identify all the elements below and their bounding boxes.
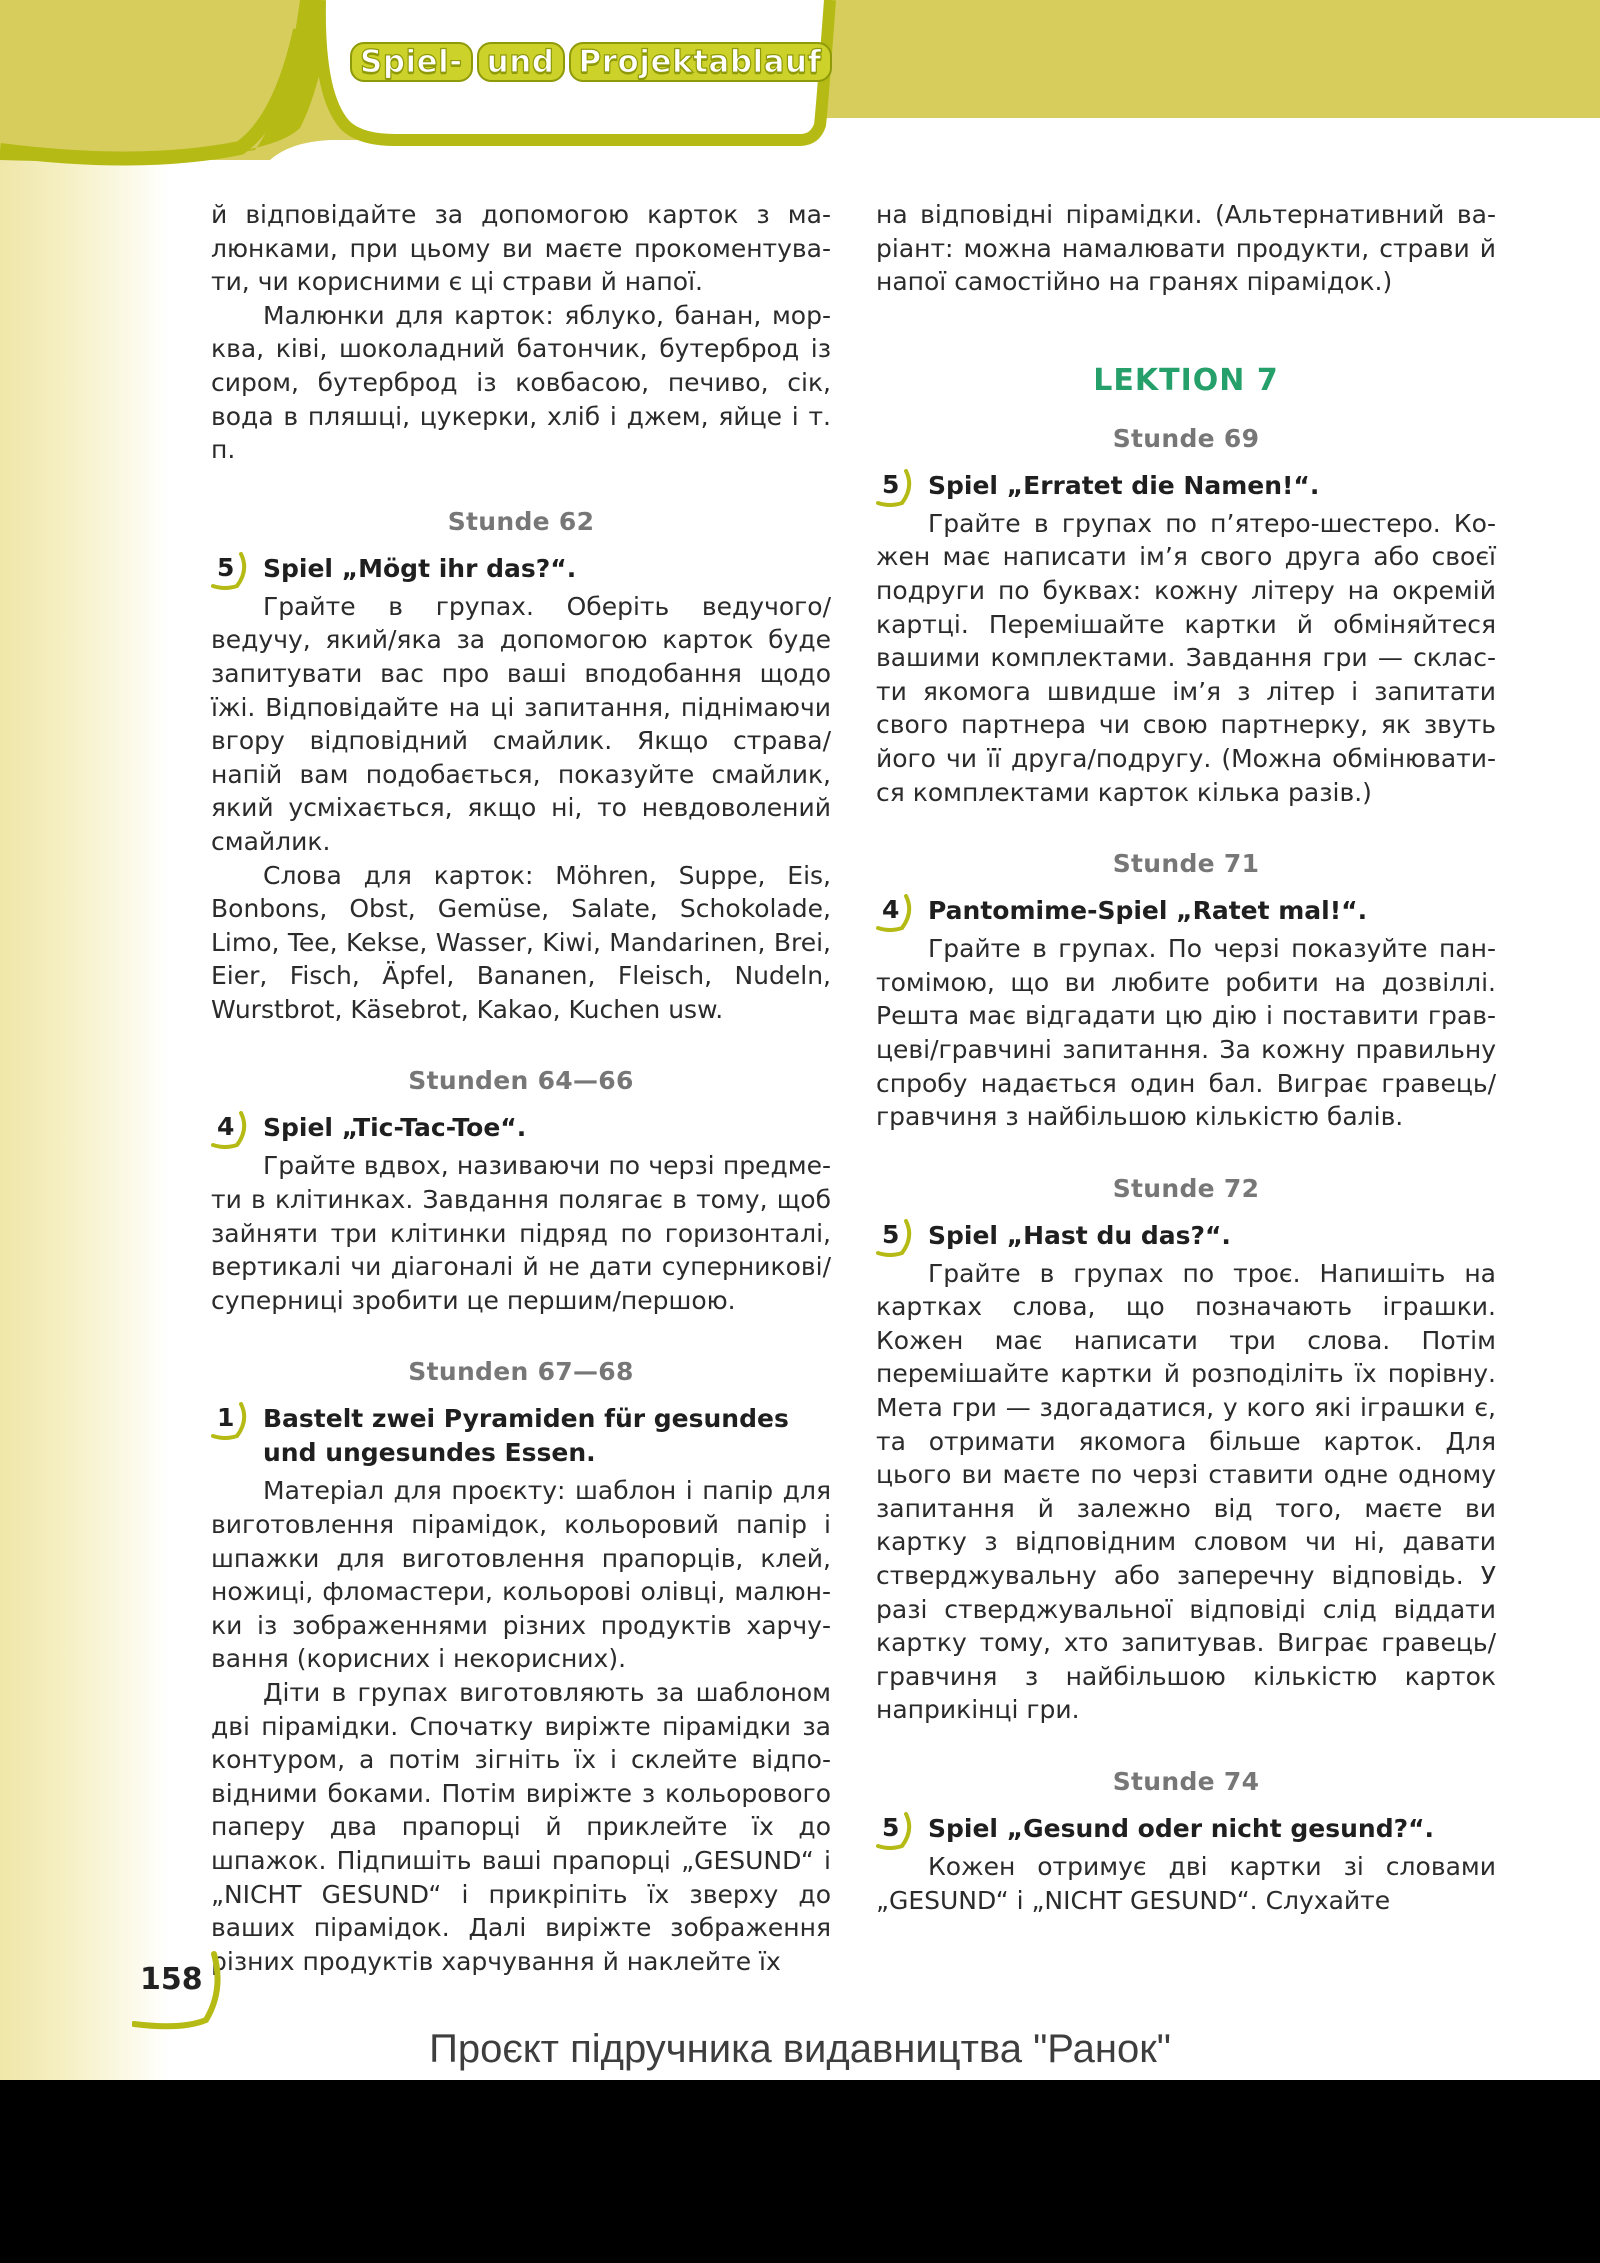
task-paragraph: Грайте в групах. По черзі показуйте пантомімою, що ви любите робити на дозвіллі. Решта має відгадати цю дію і поставити гравцеві/гравчині запитання. За кожну правильну спробу надається один бал. Виграє гравець/ гравчиня з найбільшою кількістю балів. <box>876 934 1496 1132</box>
left-column <box>211 198 831 1978</box>
task-paragraph: Грайте вдвох, називаючи по черзі предмети в клітинках. Завдання полягає в тому, щоб зайняти три клітинки підряд по горизонталі, вертикалі чи діагоналі й не дати суперникові/суперниці зробити це першим/першою. <box>211 1151 831 1315</box>
lesson-heading: Stunde 72 <box>1112 1173 1260 1203</box>
page-number: 158 <box>140 1962 203 1997</box>
continuation-paragraph: на відповідні пірамідки. (Альтернативний варіант: можна намалювати продукти, страви й напої самостійно на гранях пірамідок.) <box>876 200 1496 297</box>
task-header <box>211 1402 831 1470</box>
header-title <box>350 42 836 90</box>
task-number: 1 <box>217 1403 235 1433</box>
task-title: Spiel „Gesund oder nicht gesund?“. <box>928 1814 1435 1843</box>
page-number-badge <box>132 1950 222 2030</box>
task-number: 5 <box>882 469 900 499</box>
task-paragraph: Грайте в групах по п’ятеро-шестеро. Кожен має написати ім’я свого друга або своєї подруги по буквах: кожну літеру на окремій картці. Перемішайте картки й обміняйтеся вашими комплектами. Завдання гри — скласти якомога швидше ім’я з літер і запитати свого партнера чи свою партнерку, як звуть його чи її друга/подругу. (Можна обмінюватися комплектами карток кілька разів.) <box>876 508 1496 807</box>
task-number-badge <box>876 469 916 505</box>
task-header <box>876 1219 1496 1253</box>
task-title: Spiel „Erratet die Namen!“. <box>928 470 1320 500</box>
task-number-badge <box>211 552 251 588</box>
header-title-part2: und <box>477 42 565 82</box>
task-paragraph: Кожен отримує дві картки зі словами „GESUND“ і „NICHT GESUND“. Слухайте <box>876 1852 1496 1915</box>
task-header <box>876 1812 1496 1846</box>
task-number: 4 <box>882 895 900 925</box>
task-header <box>876 469 1496 503</box>
task-number: 5 <box>882 1219 900 1249</box>
task-paragraph: Грайте в групах по троє. Напишіть на картках слова, що позначають іграшки. Кожен має написати три слова. Потім перемішайте картки й розподіліть їх порівну. Мета гри — здогадатися, у кого які іграшки є, та отримати якомога більше карток. Для цього ви маєте по черзі ставити одне одному запитання й залежно від того, маєте ви картку з відповідним словом чи ні, давати стверджувальну або заперечну відповідь. У разі стверджувальної відповіді слід віддати картку тому, хто запитував. Виграє гравець/гравчиня з найбільшою кількістю карток наприкінці гри. <box>876 1258 1496 1725</box>
lesson-heading: Stunde 71 <box>1112 849 1260 879</box>
header-shape <box>0 0 1600 180</box>
task-number-badge <box>876 1812 916 1848</box>
task-number-badge <box>876 894 916 930</box>
header-band <box>0 0 1600 180</box>
task-paragraph: Матеріал для проєкту: шаблон і папір для виготовлення пірамідок, кольоровий папір і шпажки для виготовлення прапорців, клей, ножиці, фломастери, кольорові олівці, малюнки із зображеннями різних продуктів харчування (корисних і некорисних). <box>211 1476 831 1674</box>
task-number: 5 <box>882 1813 900 1842</box>
lesson-heading: Stunde 62 <box>447 506 595 536</box>
task-title: Bastelt zwei Pyramiden für gesundes und ungesundes Essen. <box>263 1404 789 1468</box>
task-paragraph: Слова для карток: Möhren, Suppe, Eis, Bonbons, Obst, Gemüse, Salate, Schokolade, Limo, Tee, Kekse, Wasser, Kiwi, Mandarinen, Brei, Eier, Fisch, Äpfel, Bananen, Fleisch, Nudeln, Wurstbrot, Käsebrot, Kakao, Kuchen usw. <box>211 860 831 1024</box>
lesson-heading: Stunde 69 <box>1112 423 1260 453</box>
header-title-part1: Spiel- <box>350 42 473 82</box>
header-title-part3: Projektablauf <box>569 42 832 82</box>
task-header <box>876 894 1496 928</box>
intro-paragraph: й відповідайте за допомогою карток з малюнками, при цьому ви маєте прокоментувати, чи корисними є ці страви й напої. <box>211 200 831 297</box>
task-number: 4 <box>217 1112 235 1142</box>
watermark-text: Проєкт підручника видавництва "Ранок" <box>429 2027 1171 2071</box>
picture-list-paragraph: Малюнки для карток: яблуко, банан, морква, ківі, шоколадний батончик, бутерброд із сиром, бутерброд із ковбасою, печиво, сік, вода в пляшці, цукерки, хліб і джем, яйце і т. п. <box>211 300 831 465</box>
task-number-badge <box>211 1111 251 1147</box>
lesson-heading: Stunde 74 <box>1112 1767 1260 1796</box>
task-paragraph: Грайте в групах. Оберіть ведучого/ведучу, який/яка за допомогою карток буде запитувати вас про ваші вподобання щодо їжі. Відповідайте на ці запитання, піднімаючи вгору відповідний смайлик. Якщо страва/напій вам подобається, показуйте смайлик, який усміхається, якщо ні, то невдоволений смайлик. <box>211 591 831 856</box>
task-number-badge <box>211 1402 251 1438</box>
task-number: 5 <box>217 552 235 582</box>
bottom-black-band <box>0 2080 1600 2263</box>
task-title: Spiel „Hast du das?“. <box>928 1220 1231 1250</box>
lesson-heading: Stunden 67—68 <box>408 1357 634 1387</box>
task-title: Pantomime-Spiel „Ratet mal!“. <box>928 896 1368 926</box>
task-title: Spiel „Mögt ihr das?“. <box>263 553 577 583</box>
lektion-heading: LEKTION 7 <box>1093 362 1279 398</box>
right-column <box>876 198 1496 1917</box>
side-strip <box>0 150 170 2080</box>
lesson-heading: Stunden 64—66 <box>408 1066 634 1096</box>
task-number-badge <box>876 1219 916 1255</box>
task-title: Spiel „Tic-Tac-Toe“. <box>263 1113 527 1143</box>
task-paragraph: Діти в групах виготовляють за шаблоном дві пірамідки. Спочатку виріжте пірамідки за контуром, а потім зігніть їх і склейте відповідними боками. Потім виріжте з кольорового паперу два прапорці й приклейте їх до шпажок. Підпишіть ваші прапорці „GESUND“ і „NICHT GESUND“ і прикріпіть їх зверху до ваших пірамідок. Далі виріжте зображення різних продуктів харчування й наклейте їх <box>211 1678 831 1976</box>
task-header <box>211 1111 831 1145</box>
task-header <box>211 552 831 586</box>
